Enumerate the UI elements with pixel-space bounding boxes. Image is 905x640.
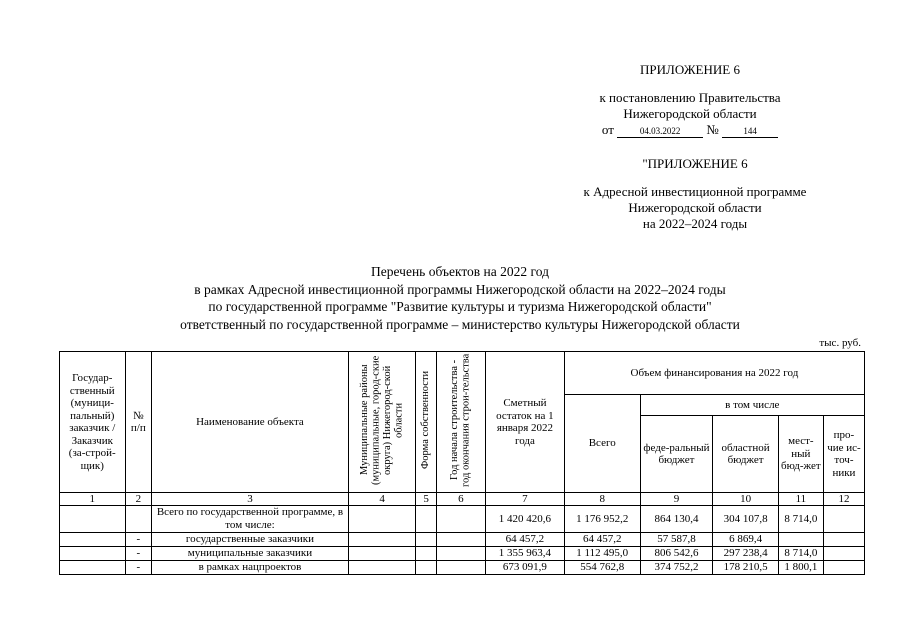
cell-remaining: 1 420 420,6 xyxy=(485,506,564,533)
cell-num: - xyxy=(125,533,152,547)
column-number: 8 xyxy=(564,493,640,506)
cell-customer xyxy=(60,506,126,533)
column-number: 10 xyxy=(713,493,779,506)
cell-total: 554 762,8 xyxy=(564,561,640,575)
column-number: 9 xyxy=(640,493,713,506)
table-row xyxy=(60,533,865,547)
cell-ownership xyxy=(416,533,436,547)
title-line: в рамках Адресной инвестиционной программы Нижегородской области на 2022–2024 годы xyxy=(194,281,726,297)
header-federal: феде-ральный бюджет xyxy=(640,416,713,493)
cell-regional: 304 107,8 xyxy=(713,506,779,533)
cell-local: 1 800,1 xyxy=(778,561,823,575)
cell-remaining: 64 457,2 xyxy=(485,533,564,547)
cell-total: 1 176 952,2 xyxy=(564,506,640,533)
header-financing: Объем финансирования на 2022 год xyxy=(564,352,864,395)
cell-years xyxy=(436,561,485,575)
header-total: Всего xyxy=(564,395,640,493)
table-row xyxy=(60,561,865,575)
title-line: Перечень объектов на 2022 год xyxy=(371,264,549,279)
cell-federal: 57 587,8 xyxy=(640,533,713,547)
header-ownership: Форма собственности xyxy=(420,371,432,470)
cell-federal: 806 542,6 xyxy=(640,547,713,561)
header-local: мест-ный бюд-жет xyxy=(778,416,823,493)
table-row xyxy=(60,547,865,561)
cell-federal: 374 752,2 xyxy=(640,561,713,575)
cell-name: муниципальные заказчики xyxy=(152,547,349,561)
header-including: в том числе xyxy=(640,395,864,416)
cell-other xyxy=(823,506,864,533)
cell-municipal xyxy=(348,561,416,575)
column-number: 1 xyxy=(60,493,126,506)
cell-name: в рамках нацпроектов xyxy=(152,561,349,575)
cell-total: 64 457,2 xyxy=(564,533,640,547)
cell-customer xyxy=(60,533,126,547)
column-number: 12 xyxy=(823,493,864,506)
cell-years xyxy=(436,547,485,561)
cell-regional: 178 210,5 xyxy=(713,561,779,575)
title-line: по государственной программе "Развитие культуры и туризма Нижегородской области" xyxy=(208,299,712,314)
cell-regional: 297 238,4 xyxy=(713,547,779,561)
header-years-cell xyxy=(436,352,485,493)
title-line: ответственный по государственной программе – министерство культуры Нижегородской области xyxy=(180,316,740,332)
appendix-line: Нижегородской области xyxy=(628,200,762,215)
objects-table xyxy=(59,351,865,575)
cell-remaining: 673 091,9 xyxy=(485,561,564,575)
header-num: № п/п xyxy=(125,352,152,493)
column-number: 6 xyxy=(436,493,485,506)
cell-ownership xyxy=(416,506,436,533)
column-number: 3 xyxy=(152,493,349,506)
appendix-line: на 2022–2024 годы xyxy=(642,216,748,231)
cell-local: 8 714,0 xyxy=(778,506,823,533)
document-title xyxy=(60,263,860,333)
column-number: 5 xyxy=(416,493,436,506)
cell-other xyxy=(823,533,864,547)
table-row xyxy=(60,506,865,533)
resolution-appendix-header xyxy=(560,62,820,138)
number-label: № xyxy=(706,122,719,137)
cell-local xyxy=(778,533,823,547)
cell-ownership xyxy=(416,561,436,575)
appendix-title: "ПРИЛОЖЕНИЕ 6 xyxy=(642,156,748,171)
cell-other xyxy=(823,547,864,561)
header-customer: Государ-ственный (муници-пальный) заказчик / Заказчик (за-строй-щик) xyxy=(60,352,126,493)
header-ownership-cell xyxy=(416,352,436,493)
cell-municipal xyxy=(348,506,416,533)
cell-municipal xyxy=(348,547,416,561)
cell-federal: 864 130,4 xyxy=(640,506,713,533)
column-number-row xyxy=(60,493,865,506)
column-number: 11 xyxy=(778,493,823,506)
cell-num: - xyxy=(125,561,152,575)
header-remaining: Сметный остаток на 1 января 2022 года xyxy=(485,352,564,493)
header-municipal-cell xyxy=(348,352,416,493)
appendix-title: ПРИЛОЖЕНИЕ 6 xyxy=(640,62,740,77)
cell-remaining: 1 355 963,4 xyxy=(485,547,564,561)
header-name: Наименование объекта xyxy=(152,352,349,493)
cell-name: государственные заказчики xyxy=(152,533,349,547)
cell-num: - xyxy=(125,547,152,561)
column-number: 2 xyxy=(125,493,152,506)
date-number-line xyxy=(602,122,778,138)
cell-ownership xyxy=(416,547,436,561)
header-municipal: Муниципальные районы (муниципальные, город-ские округа) Нижегород-ской области xyxy=(359,355,405,485)
column-number: 7 xyxy=(485,493,564,506)
cell-name: Всего по государственной программе, в том числе: xyxy=(152,506,349,533)
appendix-line: к Адресной инвестиционной программе xyxy=(583,184,807,199)
cell-customer xyxy=(60,561,126,575)
cell-total: 1 112 495,0 xyxy=(564,547,640,561)
header-row xyxy=(60,352,865,395)
column-number: 4 xyxy=(348,493,416,506)
cell-municipal xyxy=(348,533,416,547)
units-label: тыс. руб. xyxy=(819,337,861,349)
cell-customer xyxy=(60,547,126,561)
resolution-number: 144 xyxy=(722,125,778,138)
from-label: от xyxy=(601,122,614,137)
cell-num xyxy=(125,506,152,533)
appendix-line: Нижегородской области xyxy=(623,106,757,121)
header-regional: областной бюджет xyxy=(713,416,779,493)
header-other: про-чие ис-точ-ники xyxy=(823,416,864,493)
resolution-date: 04.03.2022 xyxy=(617,125,703,138)
appendix-line: к постановлению Правительства xyxy=(599,90,781,105)
cell-local: 8 714,0 xyxy=(778,547,823,561)
program-appendix-header xyxy=(550,156,840,232)
cell-other xyxy=(823,561,864,575)
cell-regional: 6 869,4 xyxy=(713,533,779,547)
cell-years xyxy=(436,533,485,547)
cell-years xyxy=(436,506,485,533)
header-years: Год начала строительства - год окончания строи-тельства xyxy=(449,353,472,487)
